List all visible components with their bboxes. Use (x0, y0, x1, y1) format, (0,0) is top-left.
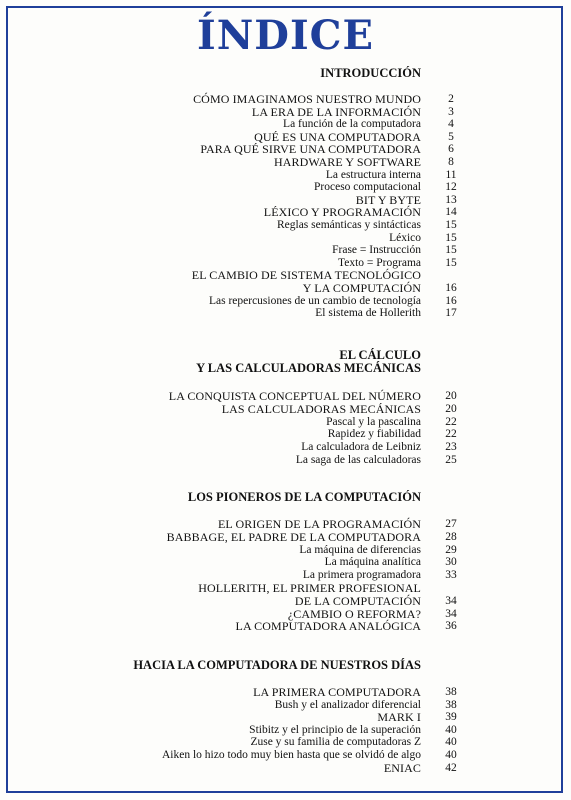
entry-page-number: 38 (445, 698, 457, 711)
toc-entry (0, 620, 571, 632)
entry-page-number: 22 (445, 428, 457, 441)
toc-entry (0, 711, 571, 723)
toc-entry (0, 143, 571, 155)
entry-label: LA ERA DE LA INFORMACIÓN (251, 104, 421, 119)
entry-page-number: 12 (445, 181, 457, 194)
entry-label: DE LA COMPUTACIÓN (294, 593, 421, 608)
section-title: HACIA LA COMPUTADORA DE NUESTROS DÍAS (133, 658, 421, 672)
section-title: INTRODUCCIÓN (320, 66, 421, 80)
toc-entry (0, 582, 571, 594)
entry-label: Frase = Instrucción (332, 244, 421, 257)
section-title: Y LAS CALCULADORAS MECÁNICAS (196, 361, 421, 375)
entry-label: Y LA COMPUTACIÓN (302, 281, 421, 295)
toc-entry (0, 595, 571, 607)
entry-page-number: 20 (445, 402, 457, 415)
toc-entry (0, 441, 571, 453)
entry-page-number: 34 (445, 594, 457, 607)
entry-label: La calculadora de Leibniz (301, 441, 421, 454)
entry-label: Zuse y su familia de computadoras Z (250, 736, 421, 749)
entry-page-number: 28 (445, 530, 457, 543)
entry-page-number: 15 (445, 256, 457, 269)
entry-page-number: 15 (445, 231, 457, 244)
entry-label: Las repercusiones de un cambio de tecnología (208, 294, 421, 307)
entry-page-number: 17 (445, 307, 457, 320)
entry-page-number: 16 (445, 282, 457, 294)
entry-page-number: 34 (445, 607, 457, 620)
entry-page-number: 5 (448, 130, 454, 143)
entry-page-number: 20 (445, 390, 457, 402)
entry-label: Reglas semánticas y sintácticas (276, 219, 421, 231)
entry-label: La función de la computadora (283, 118, 421, 131)
entry-page-number: 16 (445, 294, 457, 307)
entry-page-number: 15 (445, 244, 457, 257)
entry-page-number: 29 (445, 543, 457, 556)
toc-entry (0, 556, 571, 568)
toc-entry (0, 93, 571, 105)
entry-page-number: 30 (445, 556, 457, 569)
entry-label: Rapidez y fiabilidad (327, 428, 421, 441)
entry-page-number: 22 (445, 415, 457, 428)
section-title: EL CÁLCULO (339, 348, 421, 362)
toc-entry (0, 269, 571, 281)
toc-entry (0, 219, 571, 231)
entry-label: La máquina analítica (324, 556, 421, 569)
page-title: ÍNDICE (197, 12, 374, 59)
entry-label: Léxico (389, 231, 421, 244)
entry-label: ENIAC (383, 760, 421, 775)
entry-label: HOLLERITH, EL PRIMER PROFESIONAL (198, 581, 421, 595)
toc-entry (0, 390, 571, 402)
entry-page-number: 14 (445, 206, 457, 219)
entry-page-number: 3 (448, 105, 454, 118)
toc-entry (0, 724, 571, 736)
toc-entry (0, 232, 571, 244)
entry-label: La máquina de diferencias (299, 543, 421, 556)
entry-label: MARK I (377, 710, 421, 725)
entry-label: PARA QUÉ SIRVE UNA COMPUTADORA (200, 142, 421, 157)
toc-entry (0, 544, 571, 556)
entry-page-number: 27 (445, 518, 457, 530)
entry-page-number: 23 (445, 441, 457, 454)
toc-entry (0, 206, 571, 218)
toc-entry (0, 416, 571, 428)
toc-entry (0, 106, 571, 118)
entry-label: HARDWARE Y SOFTWARE (273, 155, 421, 169)
entry-page-number: 42 (445, 761, 457, 774)
entry-label: EL ORIGEN DE LA PROGRAMACIÓN (217, 517, 421, 531)
entry-label: Stibitz y el principio de la superación (249, 723, 421, 736)
entry-label: Pascal y la pascalina (326, 415, 421, 428)
entry-page-number: 6 (448, 143, 454, 156)
toc-entry (0, 736, 571, 748)
toc-entry (0, 244, 571, 256)
toc-entry (0, 428, 571, 440)
entry-page-number: 11 (445, 168, 457, 181)
entry-label: El sistema de Hollerith (315, 307, 421, 320)
entry-label: Bush y el analizador diferencial (274, 698, 421, 711)
entry-label: La estructura interna (325, 168, 421, 181)
toc-entry (0, 699, 571, 711)
toc-entry (0, 749, 571, 761)
toc-entry (0, 169, 571, 181)
entry-label: Aiken lo hizo todo muy bien hasta que se olvidó de algo (161, 749, 421, 761)
entry-page-number: 15 (445, 219, 457, 231)
entry-label: LA COMPUTADORA ANALÓGICA (235, 619, 421, 634)
entry-label: QUÉ ES UNA COMPUTADORA (254, 129, 421, 144)
entry-label: ¿CAMBIO O REFORMA? (287, 606, 421, 621)
toc-entry (0, 118, 571, 130)
entry-label: EL CAMBIO DE SISTEMA TECNOLÓGICO (191, 268, 421, 283)
entry-label: LÉXICO Y PROGRAMACIÓN (263, 205, 421, 220)
entry-page-number: 40 (445, 723, 457, 736)
entry-label: BABBAGE, EL PADRE DE LA COMPUTADORA (166, 529, 421, 544)
toc-entry (0, 531, 571, 543)
toc-entry (0, 762, 571, 774)
entry-label: LA PRIMERA COMPUTADORA (253, 685, 421, 699)
entry-page-number: 33 (445, 569, 457, 582)
entry-page-number: 39 (445, 711, 457, 724)
toc-entry (0, 403, 571, 415)
entry-label: LA CONQUISTA CONCEPTUAL DEL NÚMERO (168, 389, 421, 403)
toc-entry (0, 608, 571, 620)
entry-label: La saga de las calculadoras (295, 454, 421, 466)
entry-page-number: 2 (448, 93, 454, 105)
toc-entry (0, 131, 571, 143)
toc-entry (0, 569, 571, 581)
toc-entry (0, 686, 571, 698)
entry-page-number: 36 (445, 620, 457, 633)
entry-label: CÓMO IMAGINAMOS NUESTRO MUNDO (193, 92, 421, 106)
entry-label: Proceso computacional (314, 181, 421, 194)
entry-page-number: 40 (445, 736, 457, 749)
entry-label: La primera programadora (302, 569, 421, 582)
entry-page-number: 13 (445, 193, 457, 206)
entry-page-number: 25 (445, 454, 457, 466)
toc-entry (0, 454, 571, 466)
toc-entry (0, 194, 571, 206)
entry-page-number: 38 (445, 686, 457, 698)
toc-entry (0, 282, 571, 294)
entry-label: BIT Y BYTE (355, 192, 421, 207)
toc-entry (0, 257, 571, 269)
section-title: LOS PIONEROS DE LA COMPUTACIÓN (187, 490, 421, 504)
toc-entry (0, 156, 571, 168)
toc-entry (0, 518, 571, 530)
toc-entry (0, 307, 571, 319)
entry-page-number: 4 (448, 118, 454, 131)
entry-label: LAS CALCULADORAS MECÁNICAS (221, 401, 421, 416)
entry-page-number: 40 (445, 749, 457, 761)
toc-entry (0, 181, 571, 193)
entry-label: Texto = Programa (338, 256, 421, 269)
entry-page-number: 8 (448, 156, 454, 168)
toc-entry (0, 295, 571, 307)
